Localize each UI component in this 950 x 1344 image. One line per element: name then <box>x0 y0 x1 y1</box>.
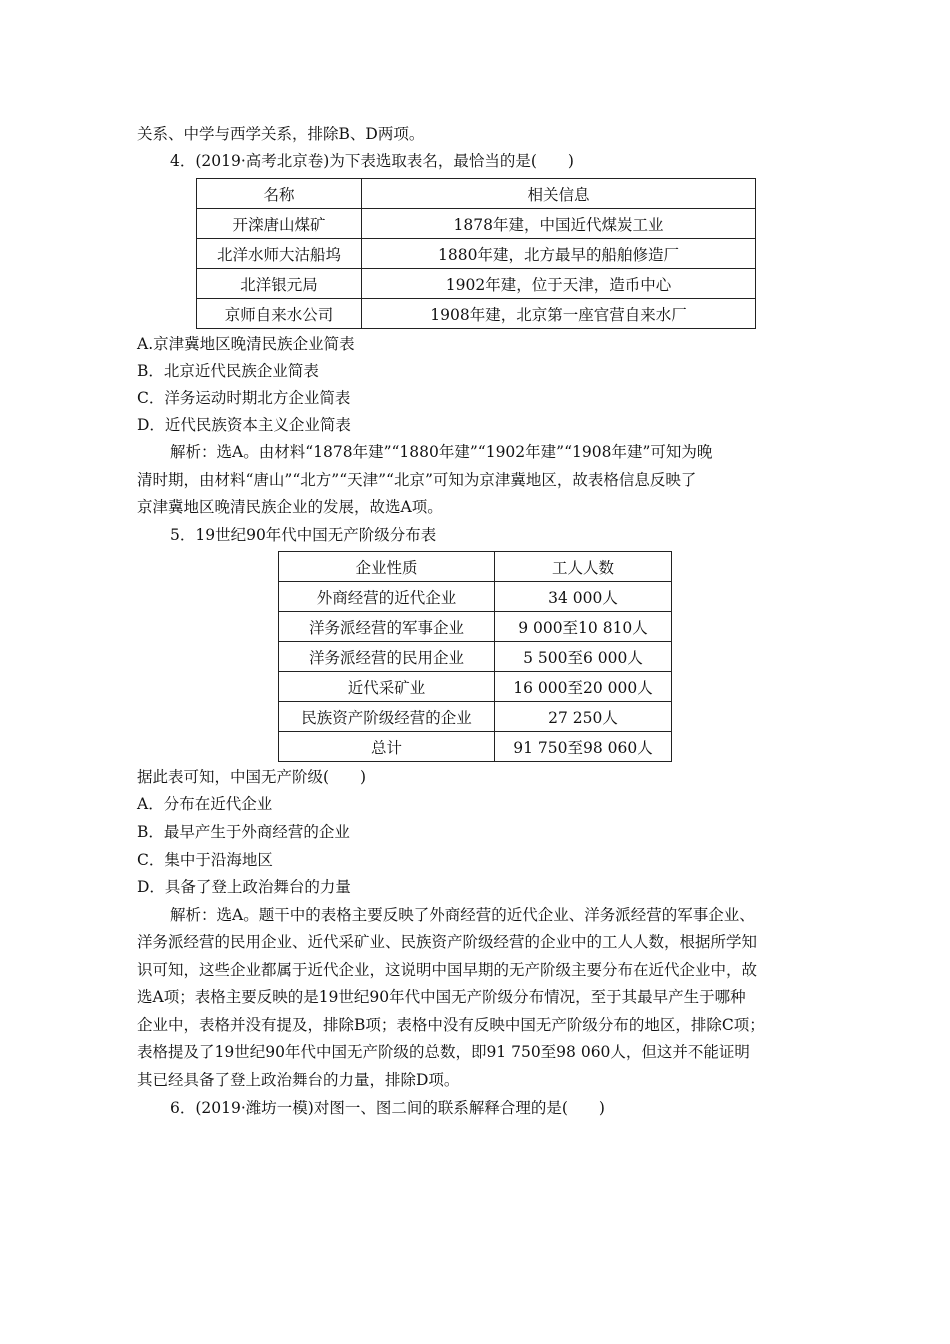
q5-explanation-line: 表格提及了19世纪90年代中国无产阶级的总数，即91 750至98 060人，但这并不能证明 <box>137 1043 750 1061</box>
question-6-stem: 6．(2019·潍坊一模)对图一、图二间的联系解释合理的是( ) <box>170 1099 605 1117</box>
q4-explanation-line: 京津冀地区晚清民族企业的发展，故选A项。 <box>137 498 443 516</box>
table-q4 <box>196 178 756 329</box>
table-row <box>279 732 672 762</box>
table-q5 <box>278 551 672 762</box>
q5-question-text: 据此表可知，中国无产阶级( ) <box>137 768 367 786</box>
table-cell: 洋务派经营的民用企业 <box>279 642 495 672</box>
table-cell: 北洋银元局 <box>197 269 362 299</box>
table-header-row <box>279 552 672 582</box>
q5-explanation-line: 选A项；表格主要反映的是19世纪90年代中国无产阶级分布情况，至于其最早产生于哪种 <box>137 988 746 1006</box>
table-cell: 北洋水师大沽船坞 <box>197 239 362 269</box>
table-row <box>197 239 756 269</box>
q5-explanation-line: 洋务派经营的民用企业、近代采矿业、民族资产阶级经营的企业中的工人人数，根据所学知 <box>137 933 758 951</box>
table-header-cell: 工人人数 <box>495 552 672 582</box>
table-row <box>197 269 756 299</box>
table-header-cell: 企业性质 <box>279 552 495 582</box>
table-cell: 5 500至6 000人 <box>495 642 672 672</box>
table-row <box>279 642 672 672</box>
q4-option-d: D．近代民族资本主义企业简表 <box>137 416 351 434</box>
q5-option-c: C．集中于沿海地区 <box>137 851 273 869</box>
q5-explanation-line: 识可知，这些企业都属于近代企业，这说明中国早期的无产阶级主要分布在近代企业中，故 <box>137 961 758 979</box>
table-cell: 27 250人 <box>495 702 672 732</box>
table-cell: 总计 <box>279 732 495 762</box>
q4-option-b: B．北京近代民族企业简表 <box>137 362 319 380</box>
table-row <box>279 612 672 642</box>
table-cell: 9 000至10 810人 <box>495 612 672 642</box>
q5-option-b: B．最早产生于外商经营的企业 <box>137 823 350 841</box>
table-cell: 开滦唐山煤矿 <box>197 209 362 239</box>
table-header-row <box>197 179 756 209</box>
table-row <box>279 702 672 732</box>
table-cell: 1878年建，中国近代煤炭工业 <box>362 209 756 239</box>
table-header-cell: 相关信息 <box>362 179 756 209</box>
table-cell: 外商经营的近代企业 <box>279 582 495 612</box>
q4-explanation-line: 解析：选A。由材料“1878年建”“1880年建”“1902年建”“1908年建”可知为晚 <box>170 443 713 461</box>
table-row <box>197 209 756 239</box>
table-row <box>279 672 672 702</box>
table-cell: 16 000至20 000人 <box>495 672 672 702</box>
table-cell: 91 750至98 060人 <box>495 732 672 762</box>
q5-explanation-line: 企业中，表格并没有提及，排除B项；表格中没有反映中国无产阶级分布的地区，排除C项； <box>137 1016 765 1034</box>
table-header-cell: 名称 <box>197 179 362 209</box>
q4-explanation-line: 清时期，由材料“唐山”“北方”“天津”“北京”可知为京津冀地区，故表格信息反映了 <box>137 471 697 489</box>
q5-option-a: A．分布在近代企业 <box>137 795 273 813</box>
q4-option-c: C．洋务运动时期北方企业简表 <box>137 389 351 407</box>
table-cell: 34 000人 <box>495 582 672 612</box>
table-cell: 民族资产阶级经营的企业 <box>279 702 495 732</box>
q4-option-a: A.京津冀地区晚清民族企业简表 <box>137 335 355 353</box>
table-cell: 近代采矿业 <box>279 672 495 702</box>
table-cell: 洋务派经营的军事企业 <box>279 612 495 642</box>
table-row <box>197 299 756 329</box>
table-cell: 京师自来水公司 <box>197 299 362 329</box>
table-cell: 1908年建，北京第一座官营自来水厂 <box>362 299 756 329</box>
q5-option-d: D．具备了登上政治舞台的力量 <box>137 878 351 896</box>
q5-explanation-line: 解析：选A。题干中的表格主要反映了外商经营的近代企业、洋务派经营的军事企业、 <box>170 906 755 924</box>
q5-explanation-line: 其已经具备了登上政治舞台的力量，排除D项。 <box>137 1071 460 1089</box>
question-4-stem: 4．(2019·高考北京卷)为下表选取表名，最恰当的是( ) <box>170 152 574 170</box>
question-5-stem: 5．19世纪90年代中国无产阶级分布表 <box>170 526 437 544</box>
table-cell: 1880年建，北方最早的船舶修造厂 <box>362 239 756 269</box>
line-prev-ending: 关系、中学与西学关系，排除B、D两项。 <box>137 125 425 143</box>
table-cell: 1902年建，位于天津，造币中心 <box>362 269 756 299</box>
table-row <box>279 582 672 612</box>
